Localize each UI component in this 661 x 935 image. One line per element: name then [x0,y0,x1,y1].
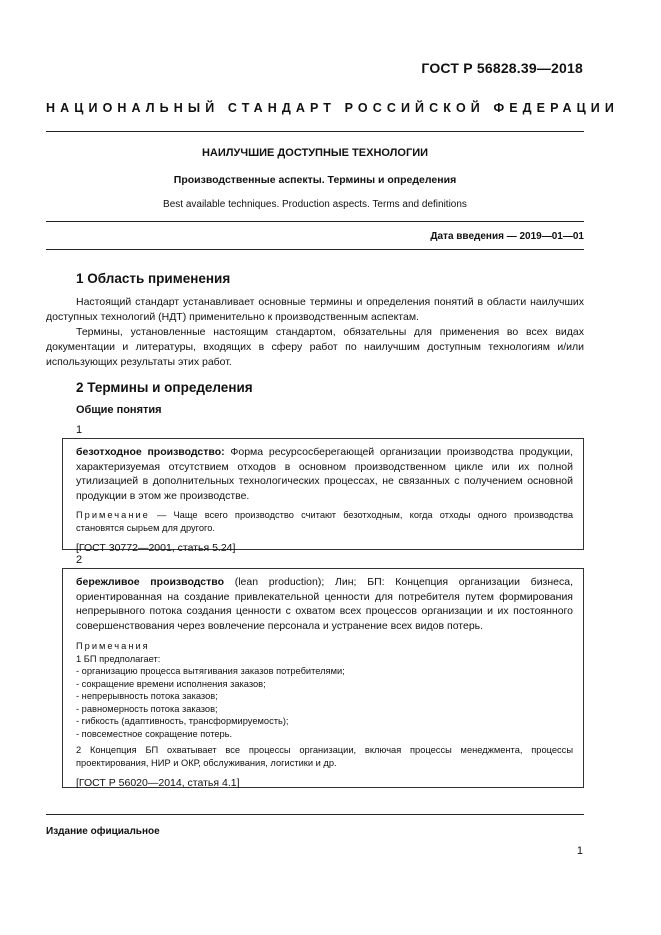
official-edition-label: Издание официальное [46,826,160,837]
term-1-definition-text: Форма ресурсосберегающей организации производства продукции, характеризуемая отсутствием отходов в основном производственном цикле или их полной утилизацией в дополнительных технологических процессах, не связанных с получением основной продукции в этом же производстве. [76,446,573,502]
header-divider [46,131,584,132]
term-2-definition [76,575,573,633]
term-2-note-1-intro: 1 БП предполагает: [76,653,161,664]
term-2-note-1-item: - непрерывность потока заказов; [76,691,218,701]
term-1-number: 1 [76,424,83,436]
document-number: ГОСТ Р 56828.39—2018 [421,60,583,76]
term-1-note-text: — Чаще всего производство считают безотходным, когда отходы одного производства становятся сырьем для другого. [76,510,573,533]
standard-title: НАИЛУЧШИЕ ДОСТУПНЫЕ ТЕХНОЛОГИИ [201,147,428,159]
date-divider [46,249,584,250]
scope-paragraph-2: Термины, установленные настоящим стандартом, обязательны для применения во всех видах документации и литературы, входящих в сферу работ по наилучшим доступным технологиям и/или использующих результаты этих работ. [46,326,584,368]
term-1-source: [ГОСТ 30772—2001, статья 5.24] [76,542,236,554]
term-2-note-1-item: - повсеместное сокращение потерь. [76,728,233,739]
page-number: 1 [576,845,583,857]
term-1-note [76,509,573,534]
standard-english-title: Best available techniques. Production aspects. Terms and definitions [163,199,467,210]
term-2-notes-label-text: Примечания [76,641,150,651]
section-1-text [46,295,584,370]
term-2-box [62,568,584,788]
term-2-note-1-item: - организацию процесса вытягивания заказов потребителями; [76,666,345,676]
term-2-notes-label [76,640,573,653]
term-1-term: безотходное производство: [76,446,225,458]
term-2-note-1-item: - равномерность потока заказов; [76,703,218,714]
section-2-heading: 2 Термины и определения [76,380,253,395]
title-divider [46,221,584,222]
standard-subtitle: Производственные аспекты. Термины и определения [173,174,457,186]
term-2-english-term: (lean production); Лин; БП: [224,576,385,588]
term-2-definition-text: Концепция организации бизнеса, ориентированная на создание привлекательной ценности для потребителя путем формирования непрерывного потока создания ценности с охватом всех процессов организации и их постоянного совершенствования через вовлечение персонала и устранение всех видов потерь. [76,576,574,632]
scope-paragraph-1: Настоящий стандарт устанавливает основные термины и определения понятий в области наилучших доступных технологий (НДТ) применительно к производственным аспектам. [46,296,584,323]
footer-divider [46,814,584,815]
term-2-number: 2 [76,554,83,566]
section-1-heading: 1 Область применения [76,271,231,286]
term-1-note-label: Примечание [76,510,150,520]
introduction-date: Дата введения — 2019—01—01 [430,231,584,242]
term-2-term: бережливое производство [76,576,224,588]
term-2-note-1-item: - сокращение времени исполнения заказов; [76,678,266,689]
term-1-box [62,438,584,554]
national-standard-heading: НАЦИОНАЛЬНЫЙ СТАНДАРТ РОССИЙСКОЙ ФЕДЕРАЦИИ [46,101,619,115]
general-concepts-subheading: Общие понятия [76,404,162,416]
term-2-note-1-item: - гибкость (адаптивность, трансформируемость); [76,716,289,726]
term-2-source: [ГОСТ Р 56020—2014, статья 4.1] [76,777,240,789]
term-1-definition [76,445,573,503]
term-2-note-2: 2 Концепция БП охватывает все процессы организации, включая процессы менеджмента, процессы проектирования, НИР и ОКР, обслуживания, логистики и др. [76,745,573,768]
